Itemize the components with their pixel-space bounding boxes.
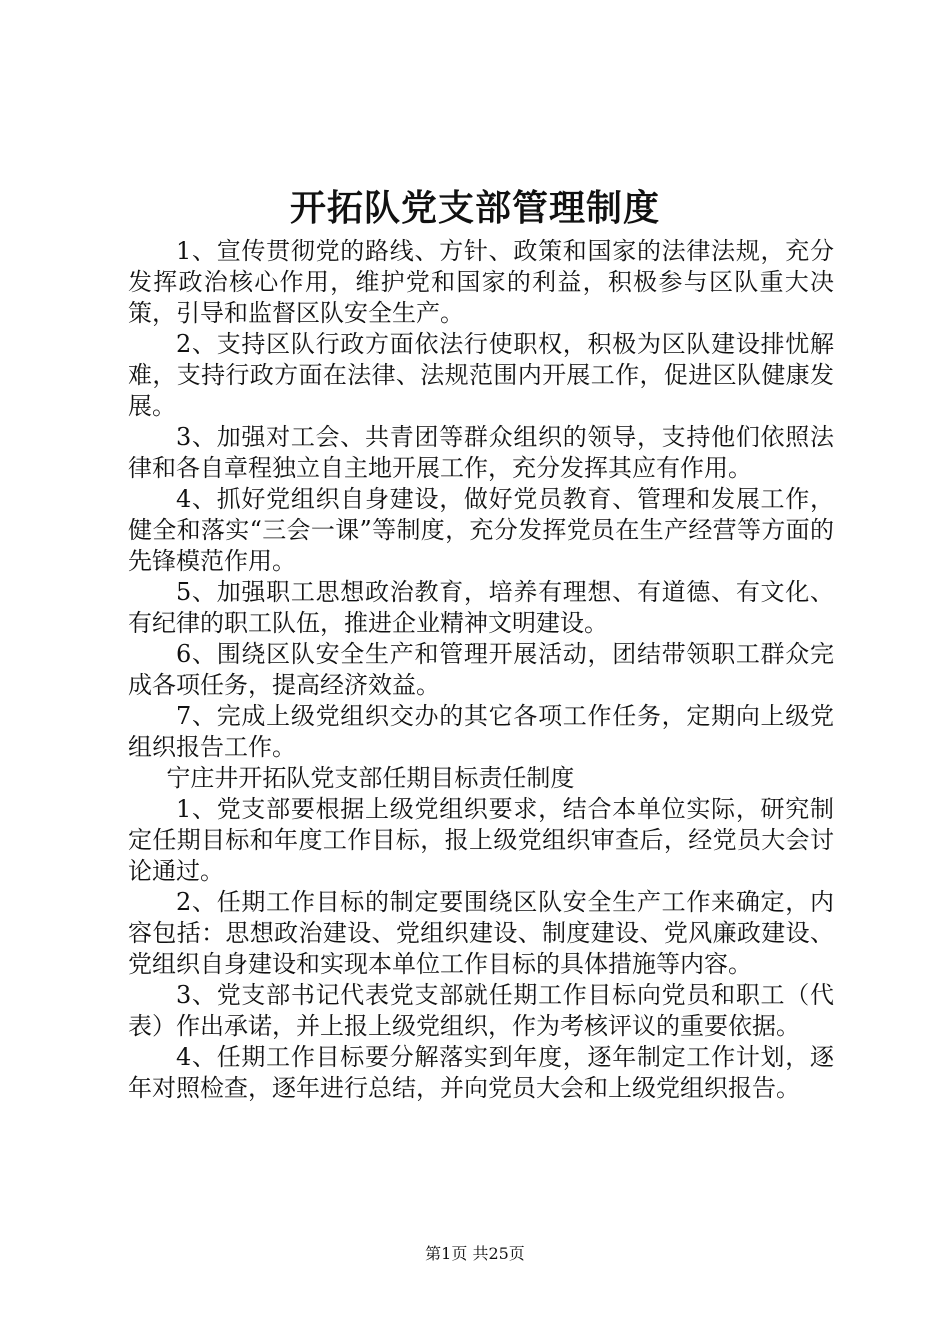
paragraph-5: 5、加强职工思想政治教育，培养有理想、有道德、有文化、有纪律的职工队伍，推进企业精神文明建设。 (128, 578, 834, 637)
section-paragraph-1: 1、党支部要根据上级党组织要求，结合本单位实际，研究制定任期目标和年度工作目标，报上级党组织审查后，经党员大会讨论通过。 (128, 795, 834, 885)
paragraph-3: 3、加强对工会、共青团等群众组织的领导，支持他们依照法律和各自章程独立自主地开展工作，充分发挥其应有作用。 (128, 423, 834, 482)
section-paragraph-2: 2、任期工作目标的制定要围绕区队安全生产工作来确定，内容包括：思想政治建设、党组织建设、制度建设、党风廉政建设、党组织自身建设和实现本单位工作目标的具体措施等内容。 (128, 888, 834, 978)
document-title: 开拓队党支部管理制度 (289, 187, 660, 229)
paragraph-2: 2、支持区队行政方面依法行使职权，积极为区队建设排忧解难，支持行政方面在法律、法规范围内开展工作，促进区队健康发展。 (128, 330, 834, 420)
section-heading: 宁庄井开拓队党支部任期目标责任制度 (166, 764, 575, 792)
document-body (128, 236, 834, 1104)
paragraph-7: 7、完成上级党组织交办的其它各项工作任务，定期向上级党组织报告工作。 (128, 702, 834, 761)
paragraph-6: 6、围绕区队安全生产和管理开展活动，团结带领职工群众完成各项任务，提高经济效益。 (128, 640, 834, 699)
page-footer: 第1页 共25页 (425, 1244, 525, 1263)
section-paragraph-3: 3、党支部书记代表党支部就任期工作目标向党员和职工（代表）作出承诺，并上报上级党组织，作为考核评议的重要依据。 (128, 981, 834, 1040)
section-paragraph-4: 4、任期工作目标要分解落实到年度，逐年制定工作计划，逐年对照检查，逐年进行总结，并向党员大会和上级党组织报告。 (128, 1043, 834, 1102)
paragraph-1: 1、宣传贯彻党的路线、方针、政策和国家的法律法规，充分发挥政治核心作用，维护党和国家的利益，积极参与区队重大决策，引导和监督区队安全生产。 (128, 237, 834, 327)
paragraph-4: 4、抓好党组织自身建设，做好党员教育、管理和发展工作，健全和落实“三会一课”等制度，充分发挥党员在生产经营等方面的先锋模范作用。 (128, 485, 834, 575)
